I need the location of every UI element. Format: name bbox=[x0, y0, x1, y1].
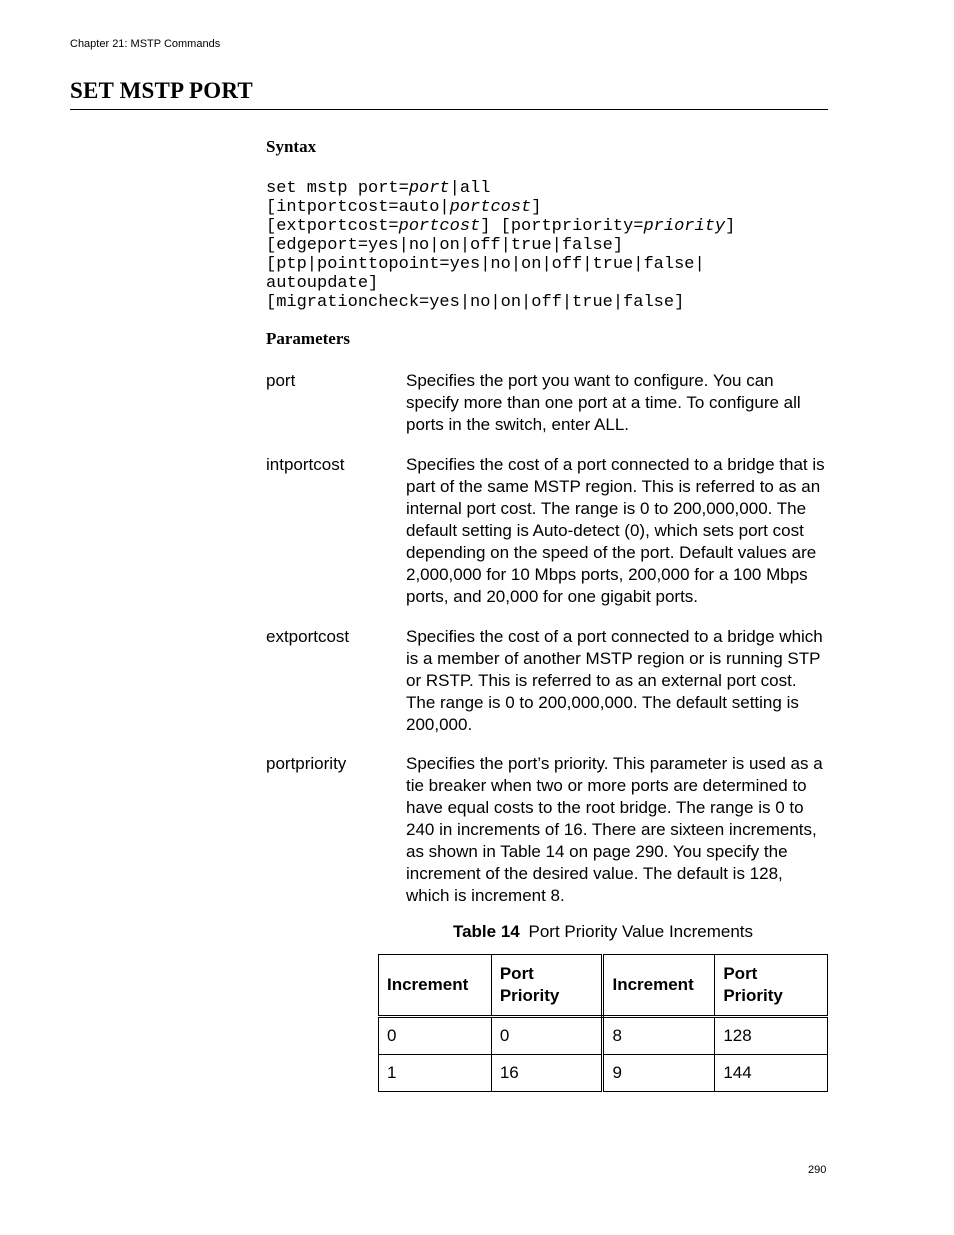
syntax-text: set mstp port= bbox=[266, 179, 409, 198]
parameter-description: Specifies the cost of a port connected to a bridge that is part of the same MSTP region. This is referred to as an internal port cost. The range is 0 to 200,000,000. The default setting is Auto-detect (0), which sets port cost depending on the speed of the port. Default values are 2,000,000 for 10 Mbps ports, 200,000 for a 100 Mbps ports, and 20,000 for one gigabit ports. bbox=[406, 455, 825, 606]
table-row bbox=[379, 1017, 828, 1055]
parameter-description: Specifies the port’s priority. This parameter is used as a tie breaker when two or more ports are determined to have equal costs to the root bridge. The range is 0 to 240 in increments of 16. There are sixteen increments, as shown in Table 14 on page 290. You specify the increment of the desired value. The default is 128, which is increment 8. bbox=[406, 754, 823, 905]
syntax-placeholder: portcost bbox=[449, 198, 532, 217]
table-cell: 128 bbox=[715, 1017, 828, 1055]
syntax-text: [migrationcheck=yes|no|on|off|true|false] bbox=[266, 293, 685, 312]
page-title: SET MSTP PORT bbox=[70, 78, 253, 103]
table-cell: 1 bbox=[379, 1055, 492, 1092]
parameter-description: Specifies the port you want to configure. You can specify more than one port at a time. To configure all ports in the switch, enter ALL. bbox=[406, 371, 801, 434]
table-cell: 0 bbox=[379, 1017, 492, 1055]
syntax-text: [edgeport=yes|no|on|off|true|false] bbox=[266, 236, 624, 255]
syntax-text: [extportcost= bbox=[266, 217, 399, 236]
table-header-cell: Increment bbox=[603, 955, 715, 1017]
page-number: 290 bbox=[808, 1164, 827, 1176]
table-cell: 9 bbox=[603, 1055, 715, 1092]
table-caption-label: Table 14 bbox=[452, 922, 520, 941]
syntax-text: |all bbox=[449, 179, 491, 198]
table-cell: 8 bbox=[603, 1017, 715, 1055]
table-caption-text: Port Priority Value Increments bbox=[528, 922, 754, 941]
table-cell: 16 bbox=[491, 1055, 603, 1092]
parameter-name: extportcost bbox=[266, 627, 350, 646]
syntax-line bbox=[266, 255, 735, 274]
parameter-name: intportcost bbox=[266, 455, 345, 474]
syntax-text: ] [portpriority= bbox=[480, 217, 644, 236]
table-header-row bbox=[379, 955, 828, 1017]
title-divider bbox=[70, 109, 828, 110]
table-header-cell: Port Priority bbox=[715, 955, 828, 1017]
parameter-description: Specifies the cost of a port connected to a bridge which is a member of another MSTP region or is running STP or RSTP. This is referred to as an external port cost. The range is 0 to 200,000,000. The default setting is 200,000. bbox=[406, 627, 823, 734]
table-cell: 0 bbox=[491, 1017, 603, 1055]
port-priority-table bbox=[378, 954, 828, 1092]
syntax-text: ] bbox=[725, 217, 736, 236]
syntax-text: [intportcost=auto| bbox=[266, 198, 450, 217]
syntax-line bbox=[266, 198, 735, 217]
syntax-placeholder: port bbox=[408, 179, 450, 198]
table-caption bbox=[378, 922, 828, 942]
syntax-line bbox=[266, 217, 735, 236]
syntax-line bbox=[266, 274, 735, 293]
table-header-cell: Increment bbox=[379, 955, 492, 1017]
table-row bbox=[379, 1055, 828, 1092]
syntax-text: ] bbox=[531, 198, 542, 217]
syntax-heading: Syntax bbox=[266, 137, 317, 156]
running-header: Chapter 21: MSTP Commands bbox=[70, 38, 221, 50]
syntax-placeholder: portcost bbox=[398, 217, 481, 236]
parameters-heading: Parameters bbox=[266, 329, 351, 348]
syntax-text: autoupdate] bbox=[266, 274, 379, 293]
syntax-line bbox=[266, 293, 735, 312]
table-cell: 144 bbox=[715, 1055, 828, 1092]
syntax-line bbox=[266, 236, 735, 255]
parameter-name: portpriority bbox=[266, 754, 347, 773]
syntax-code-block bbox=[266, 179, 735, 312]
syntax-text: [ptp|pointtopoint=yes|no|on|off|true|false| bbox=[266, 255, 705, 274]
parameter-name: port bbox=[266, 371, 296, 390]
syntax-placeholder: priority bbox=[643, 217, 726, 236]
syntax-line bbox=[266, 179, 735, 198]
table-header-cell: Port Priority bbox=[491, 955, 603, 1017]
